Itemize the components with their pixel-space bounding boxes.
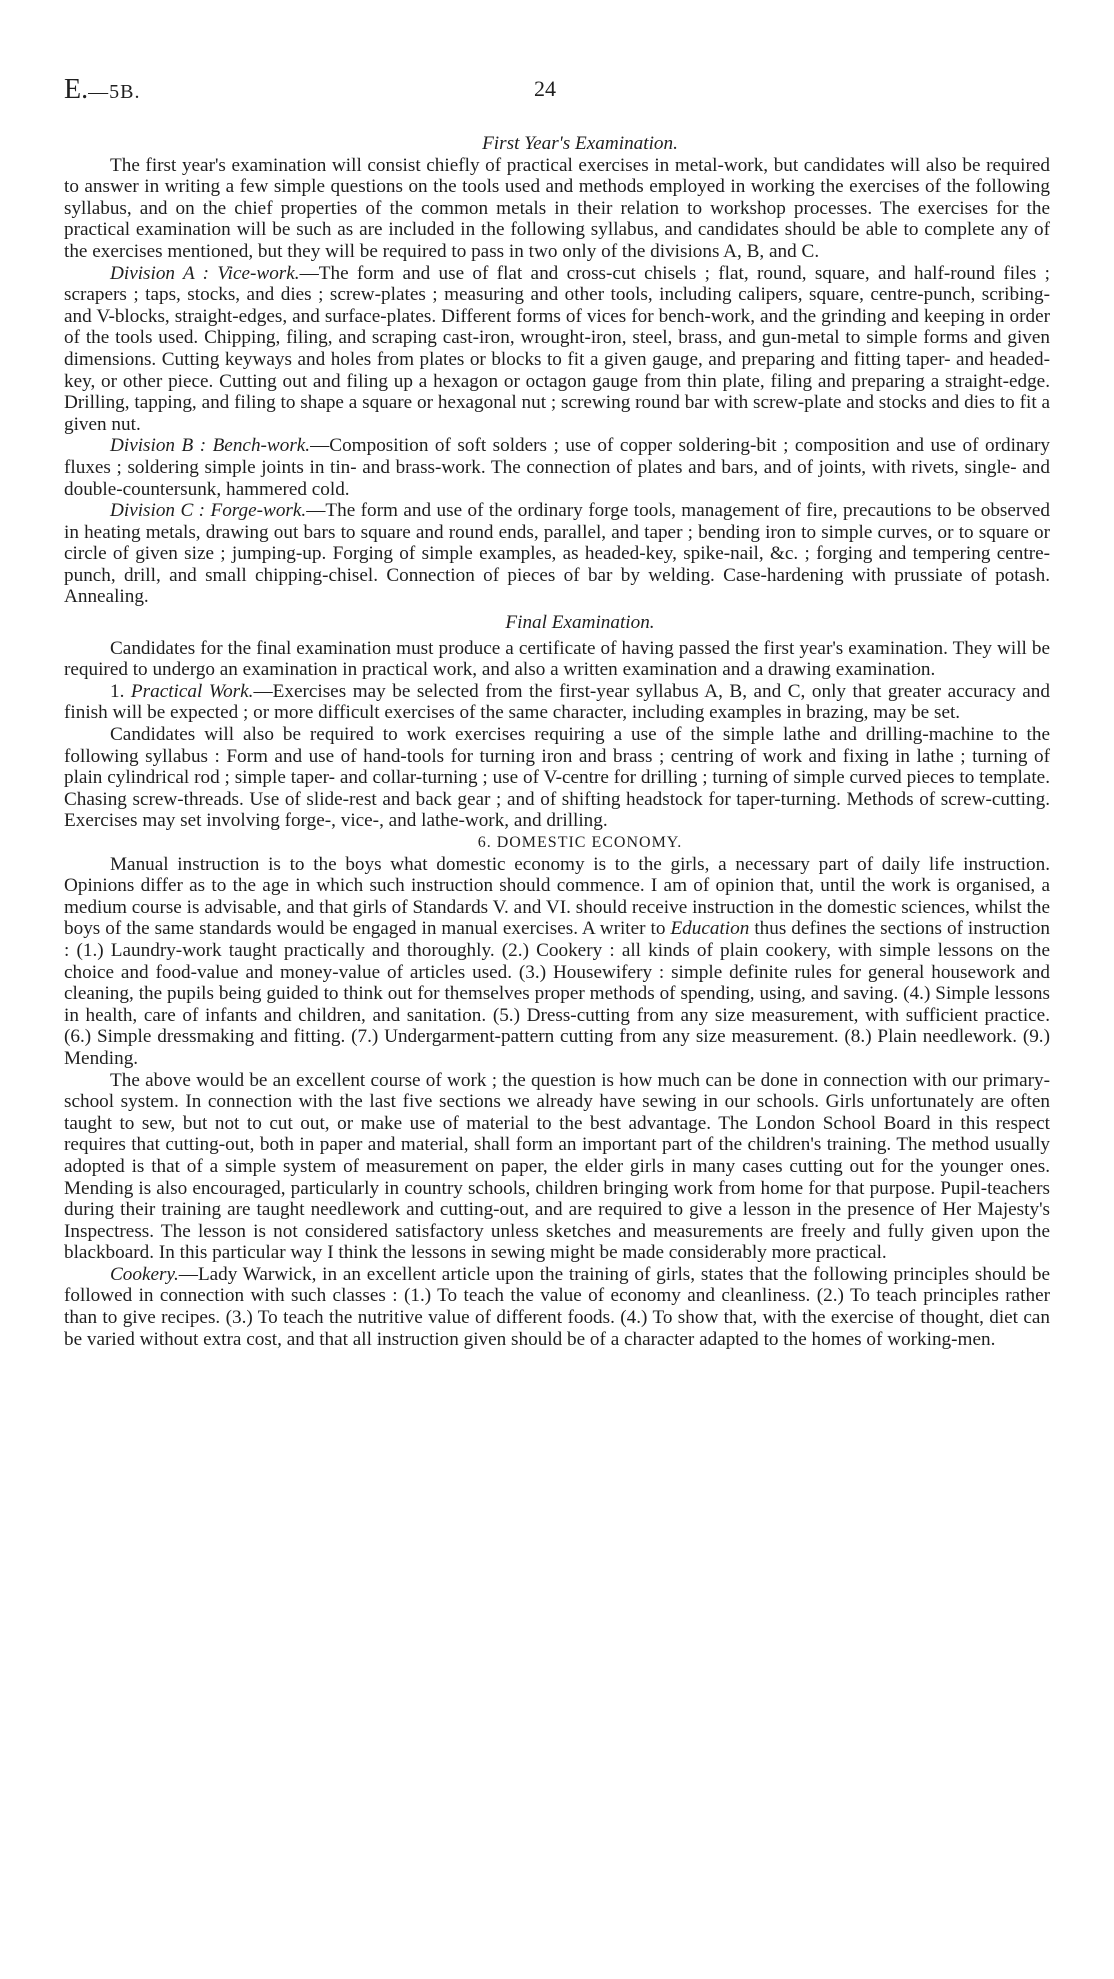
body-text [64, 133, 1050, 1350]
reference-suffix: —5B. [88, 81, 141, 103]
lathe-paragraph: Candidates will also be required to work exercises requiring a use of the simple lathe and drilling-machine to the following syllabus : Form and use of hand-tools for turning iron and brass ; centring of work and fixing in lathe ; turning of plain cylindrical rod ; simple taper- and collar-turning ; use of V-centre for drilling ; turning of simple curved pieces to template. Chasing screw-threads. Use of slide-rest and back gear ; and of shifting headstock for taper-turning. Methods of screw-cutting. Exercises may set involving forge-, vice-, and lathe-work, and drilling. [64, 724, 1050, 832]
domestic-para1-part-a: Manual instruction is to the boys what domestic economy is to the girls, a necessary part of daily life instruction. Opinions differ as to the age in which such instruction should commence. I am of opinion that, until the work is organised, a medium course is advisable, and that girls of Standards V. and VI. should receive instruction in the domestic sciences, whilst the boys of the same standards would be engaged in manual exercises. A writer to [64, 853, 1050, 940]
division-a-paragraph [64, 263, 1050, 436]
first-exam-intro: The first year's examination will consist chiefly of practical exercises in metal-work, but candidates will also be required to answer in writing a few simple questions on the tools used and methods employed in working the exercises of the following syllabus, and on the chief properties of the common metals in their relation to workshop processes. The exercises for the practical examination will be such as are included in the following syllabus, and candidates should be able to complete any of the exercises mentioned, but they will be required to pass in two only of the divisions A, B, and C. [64, 154, 1050, 262]
page-header [64, 74, 1050, 114]
page-number: 24 [534, 76, 556, 101]
domestic-paragraph-1 [64, 854, 1050, 1070]
division-b-lead: Division B : Bench-work. [110, 435, 311, 457]
division-a-text: —The form and use of flat and cross-cut chisels ; flat, round, square, and half-round files ; scrapers ; taps, stocks, and dies ; screw-plates ; measuring and other tools, including calipers, square, centre-punch, scribing- and V-blocks, straight-edges, and surface-plates. Different forms of vices for bench-work, and the grinding and keeping in order of the tools used. Chipping, filing, and scraping cast-iron, wrought-iron, steel, brass, and gun-metal to simple forms and given dimensions. Cutting keyways and holes from plates or blocks to fit a given gauge, and preparing and fitting taper- and headed-key, or other piece. Cutting out and filing up a hexagon or octagon gauge from thin plate, filing and preparing a straight-edge. Drilling, tapping, and filing to shape a square or hexagonal nut ; screwing round bar with screw-plate and stocks and dies to fit a given nut. [64, 262, 1050, 435]
practical-work-number: 1. [110, 680, 131, 702]
division-b-text: —Composition of soft solders ; use of copper soldering-bit ; composition and use of ordinary fluxes ; soldering simple joints in tin- and brass-work. The connection of plates and bars, and of joints, with rivets, single- and double-countersunk, hammered cold. [64, 435, 1050, 500]
practical-work-paragraph [64, 681, 1050, 724]
reference-letter: E. [64, 74, 89, 105]
document-reference [64, 74, 140, 106]
cookery-lead: Cookery. [110, 1263, 179, 1285]
cookery-text: —Lady Warwick, in an excellent article upon the training of girls, states that the following principles should be followed in connection with such classes : (1.) To teach the value of economy and cleanliness. (2.) To teach principles rather than to give recipes. (3.) To teach the nutritive value of different foods. (4.) To show that, with the exercise of thought, diet can be varied without extra cost, and that all instruction given should be of a character adapted to the homes of working-men. [64, 1263, 1050, 1350]
first-exam-heading: First Year's Examination. [482, 133, 678, 154]
domestic-economy-heading: 6. DOMESTIC ECONOMY. [477, 834, 683, 851]
domestic-paragraph-2: The above would be an excellent course of work ; the question is how much can be done in connection with our primary-school system. In connection with the last five sections we already have sewing in our schools. Girls unfortunately are often taught to sew, but not to cut out, or make use of material to the best advantage. The London School Board in this respect requires that cutting-out, both in paper and material, shall form an important part of the children's training. The method usually adopted is that of a simple system of measurement on paper, the elder girls in many cases cutting out for the younger ones. Mending is also encouraged, particularly in country schools, children bringing work from home for that purpose. Pupil-teachers during their training are taught needlework and cutting-out, and are required to give a lesson in the presence of Her Majesty's Inspectress. The lesson is not considered satisfactory unless sketches and measurements are freely and fully given upon the blackboard. In this particular way I think the lessons in sewing might be made considerably more practical. [64, 1069, 1050, 1264]
division-c-text: —The form and use of the ordinary forge tools, management of fire, precautions to be observed in heating metals, drawing out bars to square and round ends, parallel, and taper ; bending iron to simple curves, or to square or circle of given size ; jumping-up. Forging of simple examples, as headed-key, spike-nail, &c. ; forging and tempering centre-punch, drill, and small chipping-chisel. Connection of pieces of bar by welding. Case-hardening with prussiate of potash. Annealing. [64, 500, 1050, 608]
final-exam-intro: Candidates for the final examination must produce a certificate of having passed the first year's examination. They will be required to undergo an examination in practical work, and also a written examination and a drawing examination. [64, 637, 1050, 681]
division-c-lead: Division C : Forge-work. [110, 500, 307, 522]
practical-work-text: —Exercises may be selected from the first-year syllabus A, B, and C, only that greater accuracy and finish will be expected ; or more difficult exercises of the same character, including examples in brazing, may be set. [64, 680, 1050, 724]
division-a-lead: Division A : Vice-work. [110, 262, 300, 284]
division-b-paragraph [64, 435, 1050, 500]
division-c-paragraph [64, 500, 1050, 608]
education-title: Education [670, 918, 750, 940]
cookery-paragraph [64, 1264, 1050, 1350]
domestic-para1-part-b: thus defines the sections of instruction : (1.) Laundry-work taught practically and thoroughly. (2.) Cookery : all kinds of plain cookery, with simple lessons on the choice and food-value and money-value of articles used. (3.) Housewifery : simple definite rules for general housework and cleaning, the pupils being guided to think out for themselves proper methods of spending, using, and saving. (4.) Simple lessons in health, care of infants and children, and sanitation. (5.) Dress-cutting from any size measurement, with sufficient practice. (6.) Simple dressmaking and fitting. (7.) Undergarment-pattern cutting from any size measurement. (8.) Plain needlework. (9.) Mending. [64, 918, 1050, 1069]
practical-work-lead: Practical Work. [130, 680, 254, 702]
final-exam-heading: Final Examination. [505, 612, 655, 634]
